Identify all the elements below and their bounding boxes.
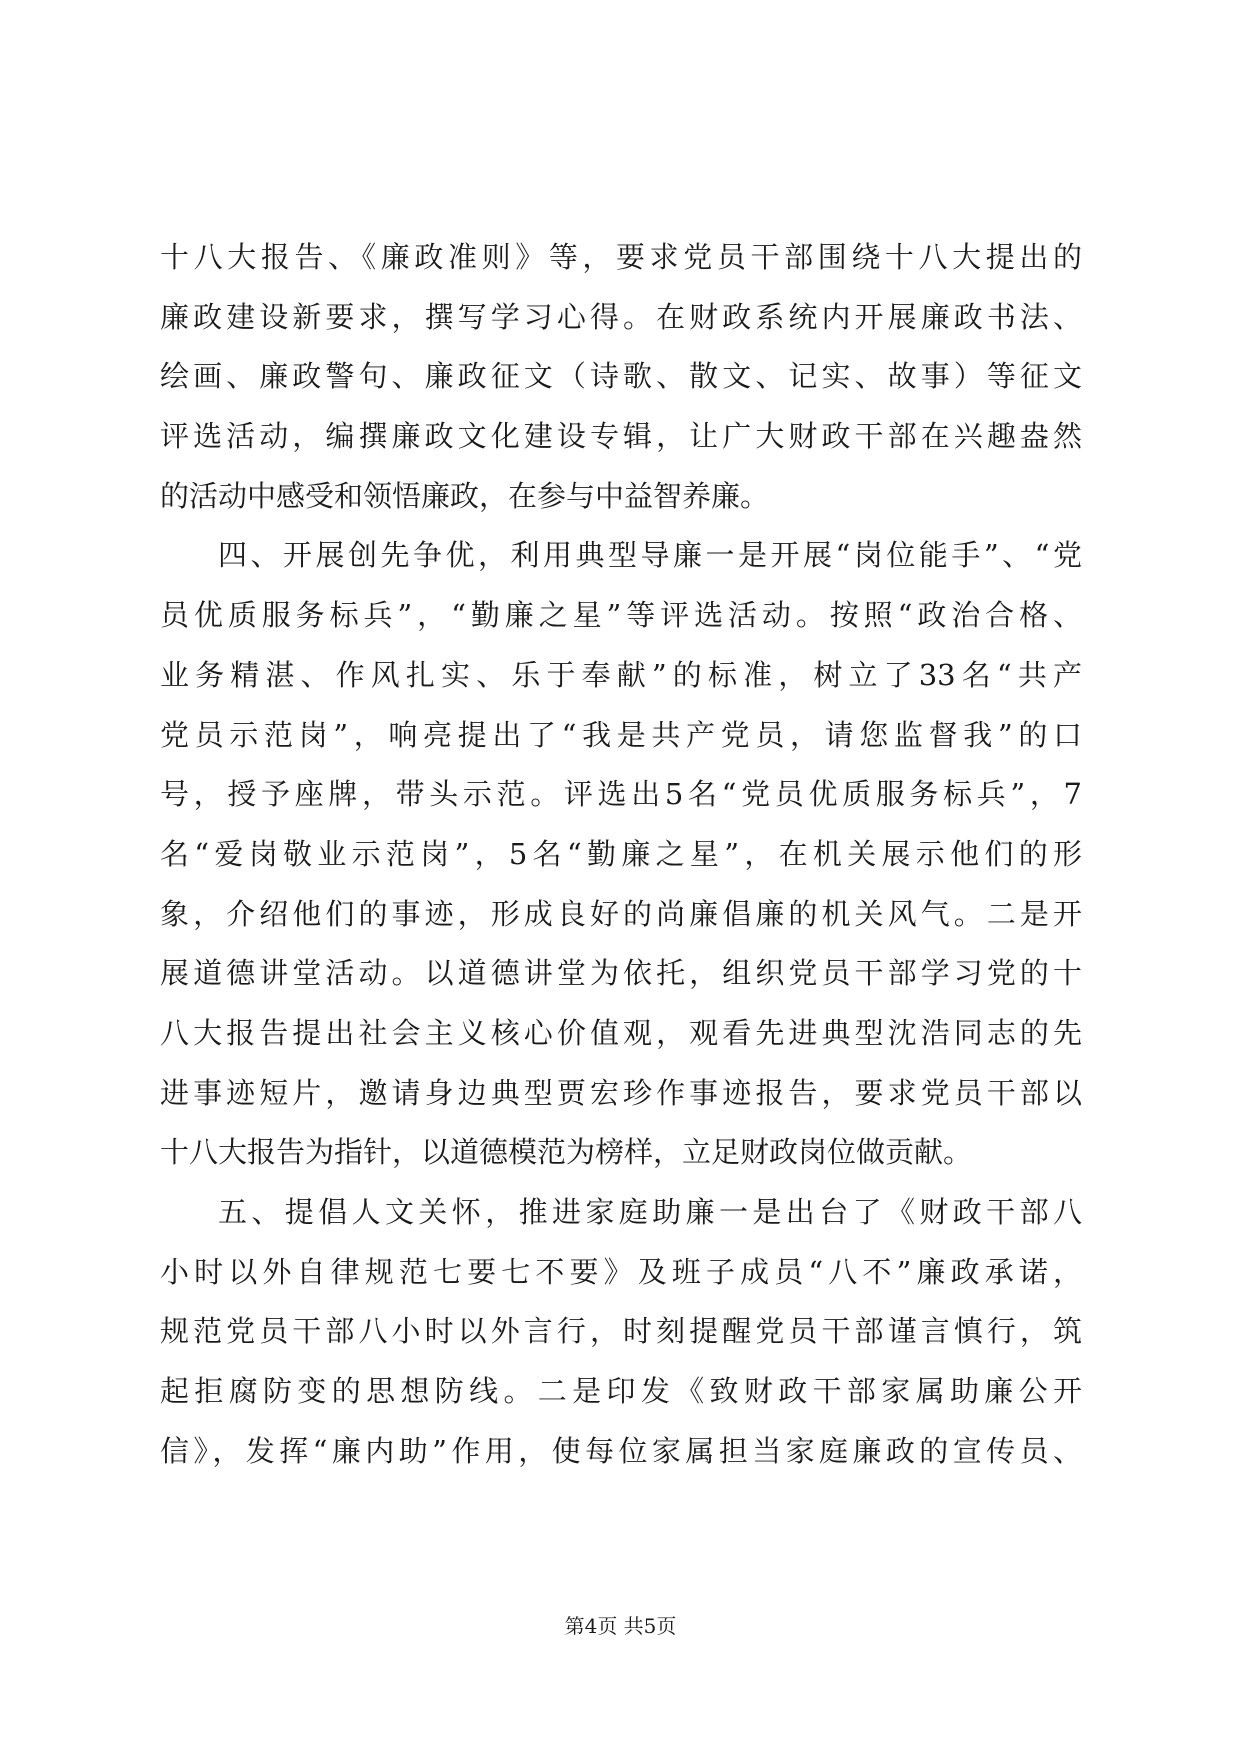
- text-line: 评选活动，编撰廉政文化建设专辑，让广大财政干部在兴趣盎然: [160, 419, 1082, 454]
- page-number-footer: 第4页 共5页: [564, 1614, 677, 1638]
- text-line: 十八大报告、《廉政准则》等，要求党员干部围绕十八大提出的: [160, 240, 1082, 274]
- text-line: 员优质服务标兵”，“勤廉之星”等评选活动。按照“政治合格、: [160, 598, 1082, 633]
- text-line: 号，授予座牌，带头示范。评选出5名“党员优质服务标兵”，7: [160, 777, 1082, 812]
- text-line: 信》，发挥“廉内助”作用，使每位家属担当家庭廉政的宣传员、: [160, 1433, 1082, 1468]
- text-line: 党员示范岗”，响亮提出了“我是共产党员，请您监督我”的口: [160, 717, 1082, 752]
- text-line: 八大报告提出社会主义核心价值观，观看先进典型沈浩同志的先: [160, 1015, 1082, 1050]
- text-line: 绘画、廉政警句、廉政征文（诗歌、散文、记实、故事）等征文: [160, 359, 1082, 394]
- text-line: 小时以外自律规范七要七不要》及班子成员“八不”廉政承诺，: [160, 1254, 1082, 1289]
- text-line: 进事迹短片，邀请身边典型贾宏珍作事迹报告，要求党员干部以: [160, 1075, 1082, 1110]
- paragraph-start-line: 四、开展创先争优，利用典型导廉一是开展“岗位能手”、“党: [218, 538, 1082, 573]
- document-body: [160, 228, 1082, 1481]
- text-line: 起拒腐防变的思想防线。二是印发《致财政干部家属助廉公开: [160, 1374, 1082, 1409]
- text-line: 名“爱岗敬业示范岗”，5名“勤廉之星”，在机关展示他们的形: [160, 836, 1082, 871]
- text-line: 廉政建设新要求，撰写学习心得。在财政系统内开展廉政书法、: [160, 299, 1082, 334]
- text-line: 十八大报告为指针，以道德模范为榜样，立足财政岗位做贡献。: [160, 1135, 973, 1170]
- text-line: 的活动中感受和领悟廉政，在参与中益智养廉。: [160, 478, 770, 513]
- text-line: 规范党员干部八小时以外言行，时刻提醒党员干部谨言慎行，筑: [160, 1314, 1082, 1349]
- text-line: 象，介绍他们的事迹，形成良好的尚廉倡廉的机关风气。二是开: [160, 896, 1082, 931]
- text-line: 展道德讲堂活动。以道德讲堂为依托，组织党员干部学习党的十: [160, 956, 1082, 991]
- paragraph-start-line: 五、提倡人文关怀，推进家庭助廉一是出台了《财政干部八: [218, 1195, 1082, 1229]
- text-line: 业务精湛、作风扎实、乐于奉献”的标准，树立了33名“共产: [160, 657, 1082, 692]
